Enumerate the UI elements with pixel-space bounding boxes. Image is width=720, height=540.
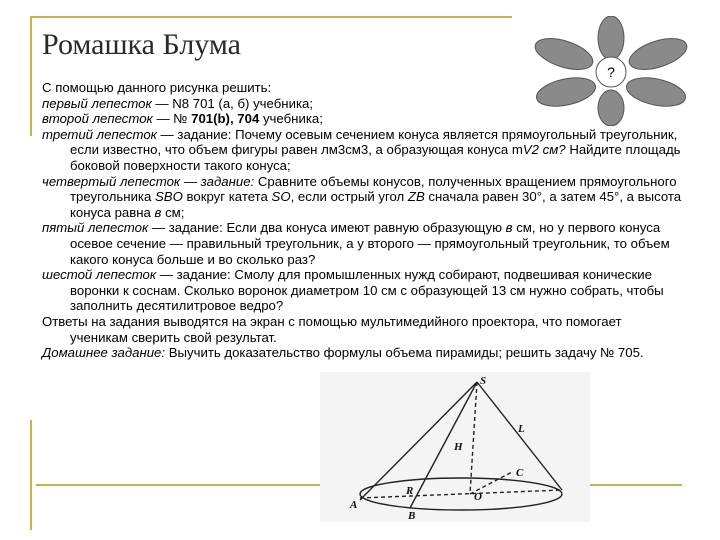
slide-body xyxy=(42,80,682,361)
decor-rule-vertical xyxy=(30,16,32,136)
intro-line: С помощью данного рисунка решить: xyxy=(42,80,272,95)
label-r: R xyxy=(406,485,414,497)
label-o: O xyxy=(474,491,482,503)
label-s: S xyxy=(480,375,487,387)
petal-3: третий лепесток — задание: Почему осевым сечением конуса является прямоугольный треугольник, если известно, что объем фигуры равен лм3см3, а образующая конуса mV2 см? Найдите площадь боковой поверхности такого конуса; xyxy=(42,126,681,173)
decor-rule-vertical-bottom xyxy=(30,420,32,530)
petal-5: пятый лепесток — задание: Если два конуса имеют равную образующую в см, но у первого конуса осевое сечение — правильный треугольник, а у второго — прямоугольный треугольник, то объем какого конуса больше и во сколько раз? xyxy=(42,220,670,267)
label-b: B xyxy=(408,510,416,522)
flower-center-mark: ? xyxy=(607,64,615,80)
label-c: C xyxy=(516,467,524,479)
label-l: L xyxy=(518,423,525,435)
homework: Домашнее задание: Выучить доказательство формулы объема пирамиды; решить задачу № 705. xyxy=(42,345,644,361)
label-a: A xyxy=(350,499,358,511)
decor-rule-top xyxy=(30,16,512,18)
petal-6: шестой лепесток — задание: Смолу для промышленных нужд собирают, подвешивая конические воронки к соснам. Сколько воронок диаметром 10 см с образующей 13 см нужно собрать, чтобы заполнить десятилитровое ведро? xyxy=(42,267,664,314)
answers-note: Ответы на задания выводятся на экран с помощью мультимедийного проектора, что помогает ученикам сверить свой результат. xyxy=(42,313,622,345)
petal-4: четвертый лепесток — задание: Сравните объемы конусов, полученных вращением прямоугольного треугольника SBO вокруг катета SO, если острый угол ZB сначала равен 30°, а затем 45°, а высота конуса равна в см; xyxy=(42,173,682,220)
petal-1: первый лепесток — N8 701 (а, б) учебника; xyxy=(42,95,313,111)
petal-2: второй лепесток — № 701(b), 704 учебника; xyxy=(42,111,323,127)
slide-title: Ромашка Блума xyxy=(42,28,241,61)
cone-diagram xyxy=(320,372,590,522)
label-h: H xyxy=(454,441,463,453)
